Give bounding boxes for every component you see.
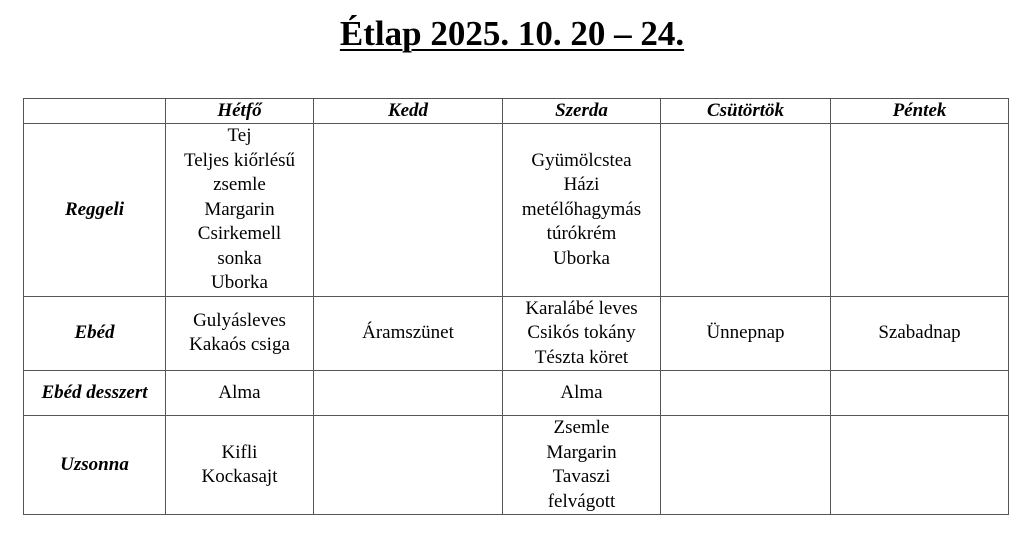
meal-label: Ebéd [24,296,166,371]
menu-item: Alma [560,381,603,403]
menu-item: Gyümölcstea [531,149,632,171]
menu-cell-lunch-dessert-thursday [661,371,831,416]
menu-item: zsemle [213,174,266,195]
menu-cell-lunch-monday [166,296,314,371]
day-header-tuesday: Kedd [314,99,503,124]
menu-item: Margarin [204,198,275,220]
meal-label: Uzsonna [24,416,166,515]
menu-item: Ünnepnap [706,322,785,343]
meal-label: Reggeli [24,124,166,297]
menu-item: sonka [217,247,262,269]
menu-item: felvágott [547,490,616,512]
day-header-friday: Péntek [831,99,1009,124]
menu-cell-breakfast-friday [831,124,1009,297]
menu-item: Áramszünet [362,322,454,343]
menu-item: Tészta köret [534,346,629,368]
menu-cell-lunch-wednesday [503,296,661,371]
menu-item: Csirkemell [197,223,282,244]
menu-cell-lunch-dessert-tuesday [314,371,503,416]
menu-item: Teljes kiőrlésű [183,149,296,171]
meal-row-snack [24,416,1009,515]
day-header-wednesday: Szerda [503,99,661,124]
menu-item: Margarin [546,441,617,463]
menu-cell-breakfast-monday [166,124,314,297]
menu-cell-breakfast-wednesday [503,124,661,297]
menu-cell-lunch-dessert-wednesday [503,371,661,416]
meal-label: Ebéd desszert [24,371,166,416]
menu-item: metélőhagymás [521,198,642,220]
menu-item: Kakaós csiga [189,334,290,356]
menu-item: Gulyásleves [193,309,286,331]
menu-cell-breakfast-tuesday [314,124,503,297]
meal-row-lunch [24,296,1009,371]
meal-row-lunch-dessert [24,371,1009,416]
menu-item: Karalábé leves [525,297,638,319]
menu-cell-snack-friday [831,416,1009,515]
menu-item: Kifli [221,441,258,463]
menu-item: Uborka [553,247,610,269]
menu-item: Szabadnap [878,322,961,343]
menu-cell-snack-thursday [661,416,831,515]
menu-item: Uborka [211,272,268,293]
page-title [0,12,1024,56]
day-header-monday: Hétfő [166,99,314,124]
menu-item: Házi [563,174,600,195]
menu-cell-lunch-dessert-monday [166,371,314,416]
menu-cell-lunch-dessert-friday [831,371,1009,416]
menu-cell-lunch-friday [831,296,1009,371]
header-row [24,99,1009,124]
menu-item: túrókrém [546,223,617,244]
menu-item: Tej [227,125,252,146]
menu-table [23,98,1009,515]
menu-cell-lunch-tuesday [314,296,503,371]
menu-cell-breakfast-thursday [661,124,831,297]
menu-cell-lunch-thursday [661,296,831,371]
menu-item: Kockasajt [201,466,278,487]
menu-item: Alma [218,381,261,403]
menu-item: Zsemle [553,417,610,438]
menu-cell-snack-monday [166,416,314,515]
menu-cell-snack-wednesday [503,416,661,515]
day-header-thursday: Csütörtök [661,99,831,124]
menu-item: Csikós tokány [527,322,636,343]
meal-row-breakfast [24,124,1009,297]
page-title-text: Étlap 2025. 10. 20 – 24. [339,14,685,53]
corner-cell [24,99,166,124]
menu-item: Tavaszi [552,466,611,487]
menu-cell-snack-tuesday [314,416,503,515]
